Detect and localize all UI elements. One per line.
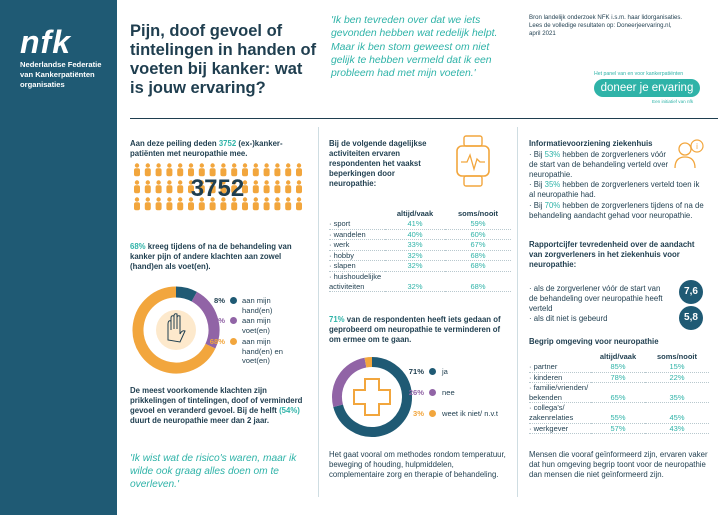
donut-slice-2: [337, 363, 365, 406]
env-a: 57%: [591, 423, 645, 434]
info-pre: · Bij: [529, 201, 545, 210]
tried-text: van de respondenten heeft iets gedaan of geprobeerd om neuropathie te verminderen of om ermee om te gaan.: [329, 315, 501, 344]
activity-b: 59%: [445, 219, 511, 229]
activity-name: · slapen: [329, 261, 385, 272]
table-row: [529, 403, 709, 423]
environment-table: [529, 352, 709, 434]
legend-label: aan mijn hand(en) en voet(en): [242, 337, 283, 365]
col-header: soms/nooit: [457, 209, 498, 218]
pain-statement: [130, 242, 310, 272]
sidebar: [0, 0, 117, 515]
info-item: [529, 201, 704, 221]
activity-name: · sport: [329, 219, 385, 229]
person-icon: [135, 163, 139, 167]
tried-statement: [329, 315, 511, 345]
table-row: [329, 240, 511, 251]
person-icon: [264, 163, 268, 167]
legend-label: ja: [442, 367, 448, 376]
tried-pct: 71%: [329, 315, 345, 324]
person-icon: [274, 202, 280, 210]
grade-badge: 7,6: [679, 280, 703, 304]
svg-text:i: i: [696, 142, 698, 151]
foot-hand-icon: [156, 310, 196, 350]
person-icon: [242, 202, 248, 210]
panel-initiative: Een initiatief van nfk: [652, 99, 694, 104]
legend-dot: [429, 368, 436, 375]
source-line: april 2021: [529, 30, 556, 37]
env-b: 35%: [645, 383, 709, 403]
col-header: altijd/vaak: [599, 352, 637, 361]
legend-pct: 71%: [408, 367, 424, 376]
intro-number: 3752: [218, 139, 237, 148]
complaints-statement: [130, 386, 310, 426]
person-icon: [285, 202, 291, 210]
legend-pct: 68%: [209, 337, 225, 346]
plus-cross-icon: [354, 379, 390, 415]
source-note: [529, 14, 719, 38]
intro-text: (ex-)kanker-patiënten met neuropathie mee.: [130, 139, 283, 158]
env-b: 22%: [645, 372, 709, 383]
table-row: [529, 383, 709, 403]
table-row: [329, 219, 511, 229]
source-line: Lees de volledige resultaten op: Doneerjeervaring.nl,: [529, 22, 672, 29]
activity-name: · werk: [329, 240, 385, 251]
person-icon: [275, 163, 279, 167]
person-icon: [221, 163, 225, 167]
person-icon: [232, 163, 236, 167]
info-post: hebben de zorgverleners tijdens of na de behandeling aandacht gehad voor neuropathie.: [529, 201, 704, 220]
page-title: Pijn, doof gevoel of tintelingen in handen of voeten bij kanker: wat is jouw ervaring?: [130, 22, 317, 97]
table-row: [329, 271, 511, 291]
complaints-pct: (54%): [279, 406, 300, 415]
legend-label: aan mijn voet(en): [242, 316, 271, 335]
person-icon: [254, 163, 258, 167]
pain-pct: 68%: [130, 242, 146, 251]
activity-name: · hobby: [329, 250, 385, 261]
person-icon: [189, 163, 193, 167]
activities-intro: Bij de volgende dagelijkse activiteiten ervaren respondenten het vaakst beperkingen door neuropathie:: [329, 139, 427, 188]
legend-pct: 26%: [408, 388, 424, 397]
column-divider: [318, 127, 319, 497]
env-a: 78%: [591, 372, 645, 383]
legend-dot: [429, 410, 436, 417]
person-icon: [264, 202, 270, 210]
legend-dot: [429, 389, 436, 396]
person-icon: [297, 163, 301, 167]
activity-name: · huishoudelijke activiteiten: [329, 271, 385, 291]
person-icon: [156, 163, 160, 167]
person-icon: [167, 163, 171, 167]
intro-text: Aan deze peiling deden: [130, 139, 219, 148]
smartwatch-icon: [449, 134, 497, 188]
env-name: · collega's/ zakenrelaties: [529, 403, 591, 423]
patient-quote: 'Ik wist wat de risico's waren, maar ik wilde ook graag alles doen om te overleven.': [130, 453, 297, 490]
methods-text: Het gaat vooral om methodes rondom temperatuur, beweging of houding, hulpmiddelen, complementaire zorg en therapie of behandeling.: [329, 450, 506, 479]
conclusion-text: Mensen die vooraf geïnformeerd zijn, ervaren vaker dat hun omgeving begrip toont voor de neuropathie dan mensen die niet geïnformeerd zijn.: [529, 450, 708, 479]
table-row: [329, 229, 511, 240]
complaints-text: De meest voorkomende klachten zijn prikkelingen of tintelingen, doof of verminderd gevoel en veranderd gevoel. Bij de helft: [130, 386, 303, 415]
person-icon: [286, 163, 290, 167]
person-icon: [210, 163, 214, 167]
activity-b: 60%: [445, 229, 511, 240]
activity-b: 68%: [445, 250, 511, 261]
person-icon: [188, 202, 194, 210]
table-row: [529, 372, 709, 383]
info-pct: 53%: [544, 150, 561, 159]
participants-number: 3752: [190, 175, 245, 202]
doneer-je-ervaring-logo[interactable]: doneer je ervaring: [594, 79, 700, 97]
legend-dot: [230, 297, 237, 304]
legend-pct: 8%: [214, 296, 225, 305]
env-a: 85%: [591, 362, 645, 372]
activity-a: 32%: [385, 261, 445, 272]
pain-text: kreeg tijdens of na de behandeling van kanker pijn of andere klachten aan zowel (hand)en als voet(en).: [130, 242, 292, 271]
panel-tagline: Het panel van en voor kankerpatiënten: [594, 71, 684, 77]
activities-table: [329, 209, 511, 292]
legend-label: weet ik niet/ n.v.t: [442, 409, 498, 418]
legend-dot: [230, 338, 237, 345]
activity-a: 32%: [385, 250, 445, 261]
person-icon: [253, 202, 259, 210]
person-icon: [166, 202, 172, 210]
person-icon: [199, 202, 205, 210]
participants-intro: [130, 139, 310, 159]
person-icon: [210, 202, 216, 210]
environment-title: Begrip omgeving voor neuropathie: [529, 337, 659, 346]
info-post: hebben de zorgverleners vóór de start van de behandeling verteld over neuropathie.: [529, 150, 669, 179]
legend-label: nee: [442, 388, 455, 397]
info-title: Informatievoorziening ziekenhuis: [529, 139, 653, 148]
header-quote: 'Ik ben tevreden over dat we iets gevonden hebben wat redelijk helpt. Maar ik ben stom geweest om niet gelijk te hebben vermeld dat ik een probleem had met mijn voeten.': [331, 15, 498, 80]
activity-a: 41%: [385, 219, 445, 229]
person-icon: [156, 202, 162, 210]
person-icon: [146, 163, 150, 167]
activity-b: 67%: [445, 240, 511, 251]
info-pre: · Bij: [529, 180, 545, 189]
activity-a: 32%: [385, 271, 445, 291]
env-name: · kinderen: [529, 372, 591, 383]
person-icon: [178, 163, 182, 167]
legend-pct: 3%: [413, 409, 424, 418]
activity-a: 33%: [385, 240, 445, 251]
person-info-icon: [672, 138, 706, 170]
info-pct: 70%: [544, 201, 561, 210]
grade-label: · als de zorgverlener vóór de start van de behandeling over neuropathie heeft verteld: [529, 284, 663, 313]
env-b: 43%: [645, 423, 709, 434]
org-name: Nederlandse Federatie van Kankerpatiënten organisaties: [20, 60, 102, 89]
legend-pct: 24%: [209, 316, 225, 325]
donut-slice-3: [365, 362, 372, 363]
person-icon: [177, 202, 183, 210]
column-divider: [517, 127, 518, 497]
person-icon: [243, 163, 247, 167]
activity-a: 40%: [385, 229, 445, 240]
env-a: 55%: [591, 403, 645, 423]
person-icon: [145, 202, 151, 210]
activity-b: 68%: [445, 271, 511, 291]
complaints-text: duurt de neuropathie meer dan 2 jaar.: [130, 416, 270, 425]
activity-b: 68%: [445, 261, 511, 272]
donut-slice-1: [176, 292, 194, 297]
info-pct: 35%: [544, 180, 561, 189]
col-header: altijd/vaak: [396, 209, 434, 218]
env-a: 65%: [591, 383, 645, 403]
col-header: soms/nooit: [656, 352, 697, 361]
grade-title: Rapportcijfer tevredenheid over de aandacht van zorgverleners in het ziekenhuis voor neuropathie:: [529, 240, 695, 269]
header-divider: [130, 118, 718, 119]
grade-badge: 5,8: [679, 306, 703, 330]
person-icon: [200, 163, 204, 167]
person-icon: [220, 202, 226, 210]
table-row: [329, 261, 511, 272]
legend-label: aan mijn hand(en): [242, 296, 273, 315]
activity-name: · wandelen: [329, 229, 385, 240]
person-icon: [134, 202, 140, 210]
person-icon: [231, 202, 237, 210]
info-post: hebben de zorgverleners verteld toen ik al neuropathie had.: [529, 180, 700, 199]
env-name: · werkgever: [529, 423, 591, 434]
env-name: · partner: [529, 362, 591, 372]
source-line: Bron landelijk onderzoek NFK i.s.m. haar lidorganisaties.: [529, 14, 683, 21]
table-row: [529, 423, 709, 434]
table-row: [529, 362, 709, 372]
env-b: 45%: [645, 403, 709, 423]
env-b: 15%: [645, 362, 709, 372]
grade-label: · als dit niet is gebeurd: [529, 314, 608, 323]
table-row: [329, 250, 511, 261]
nfk-logo: nfk: [20, 24, 71, 60]
info-item: [529, 180, 704, 200]
info-pre: · Bij: [529, 150, 545, 159]
legend-dot: [230, 317, 237, 324]
env-name: · familie/vrienden/ bekenden: [529, 383, 591, 403]
person-icon: [296, 202, 302, 210]
info-item: [529, 150, 669, 180]
